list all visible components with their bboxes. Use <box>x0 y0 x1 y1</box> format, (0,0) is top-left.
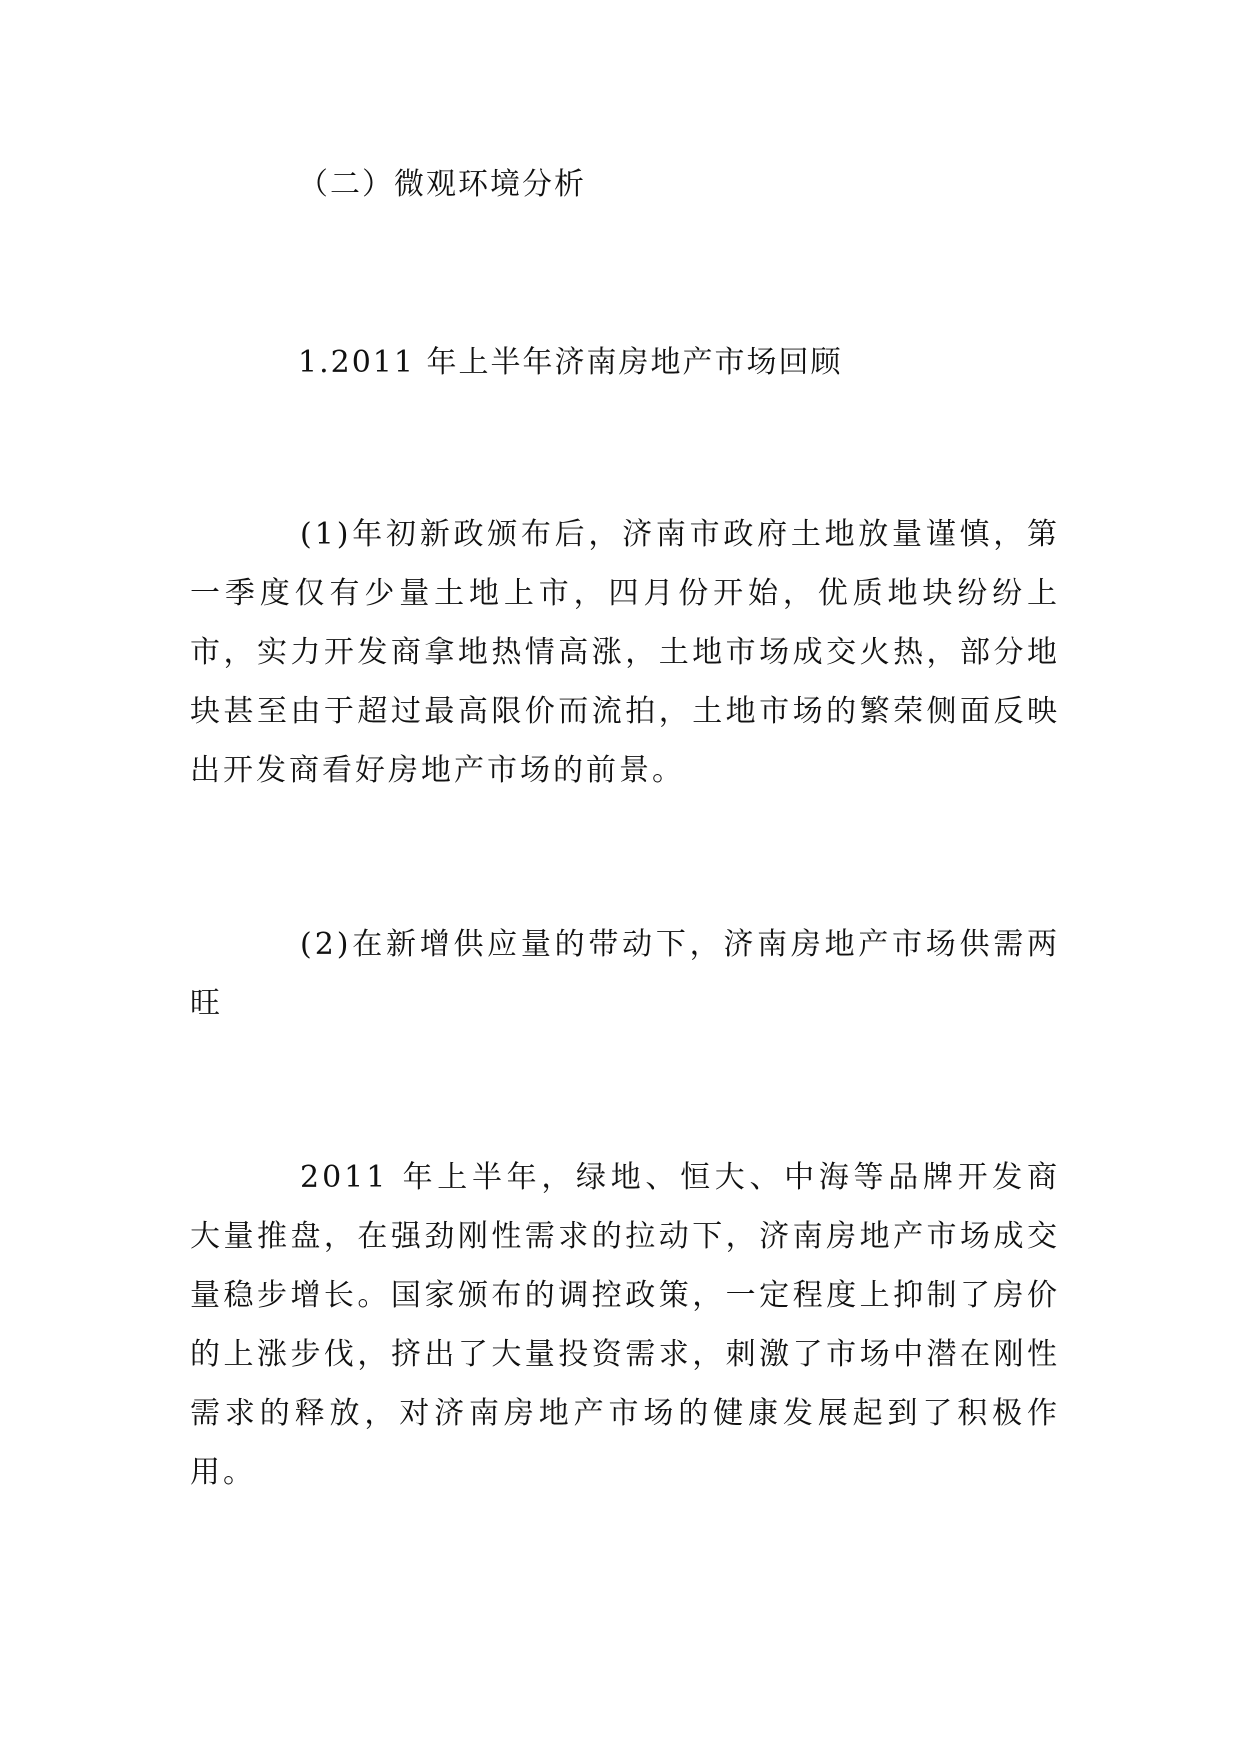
paragraph-h1-2011-review: 2011 年上半年，绿地、恒大、中海等品牌开发商大量推盘，在强劲刚性需求的拉动下，济南房地产市场成交量稳步增长。国家颁布的调控政策，一定程度上抑制了房价的上涨步伐，挤出了大量投资需求，刺激了市场中潜在刚性需求的释放，对济南房地产市场的健康发展起到了积极作用。 <box>190 1160 1060 1490</box>
subheading: 1.2011 年上半年济南房地产市场回顾 <box>298 345 843 380</box>
section-heading: （二）微观环境分析 <box>298 167 586 202</box>
paragraph-land-market: (1)年初新政颁布后，济南市政府土地放量谨慎，第一季度仅有少量土地上市，四月份开始，优质地块纷纷上市，实力开发商拿地热情高涨，土地市场成交火热，部分地块甚至由于超过最高限价而流拍，土地市场的繁荣侧面反映出开发商看好房地产市场的前景。 <box>190 517 1060 788</box>
paragraph-supply-demand: (2)在新增供应量的带动下，济南房地产市场供需两旺 <box>190 927 1060 1021</box>
